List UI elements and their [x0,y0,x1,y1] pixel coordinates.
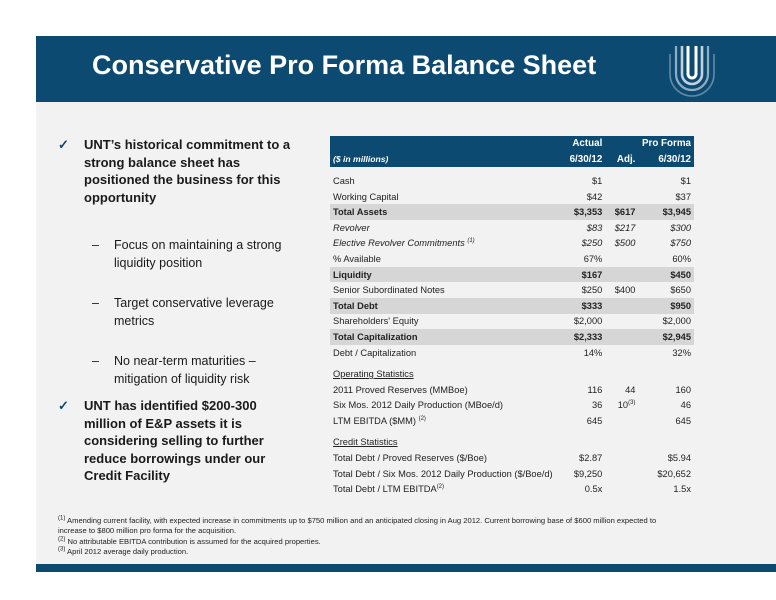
table-row-total: Liquidity $167 $450 [330,267,694,283]
table-row: LTM EBITDA ($MM) $^{(2)}$ 645 645 [333,415,691,426]
balance-sheet-table [330,136,694,497]
footer-band [36,564,776,572]
section-heading-operating: Operating Statistics [333,369,414,380]
sub-bullet-maturities: – No near-term maturities – mitigation of liquidity risk [92,354,256,386]
table-row: Working Capital $42 $37 [333,191,691,202]
table-row: Six Mos. 2012 Daily Production (MBoe/d) 36 10$^{(3)}$ 46 [333,400,691,411]
table-row: Total Debt / Six Mos. 2012 Daily Production ($/Boe/d) $9,250 $20,652 [333,468,691,479]
page-title: Conservative Pro Forma Balance Sheet [92,50,597,80]
table-row: Debt / Capitalization 14% 32% [333,347,691,358]
footnote-3: $^{(3)}$ April 2012 average daily production. [58,546,189,557]
section-heading-credit: Credit Statistics [333,437,398,448]
table-header-row: ($ in millions) 6/30/12 Adj. 6/30/12 [330,152,694,168]
table-row: Total Debt / LTM EBITDA$^{(2)}$ 0.5x 1.5x [333,484,691,495]
table-row: Elective Revolver Commitments $^{(1)}$ $250 $500 $750 [333,238,691,249]
bullet-balance-sheet: ✓ UNT’s historical commitment to a strong balance sheet has positioned the business for this opportunity [58,137,291,205]
table-row-total: Total Debt $333 $950 [330,298,694,314]
sub-bullet-liquidity: – Focus on maintaining a strong liquidity position [92,238,282,270]
table-row: Cash $1 $1 [333,175,691,186]
dash-icon: – [92,296,99,310]
footnote-2: $^{(2)}$ No attributable EBITDA contribution is assumed for the acquired properties. [58,536,321,546]
checkmark-icon: ✓ [58,137,69,152]
bullet-asset-sales: ✓ UNT has identified $200-300 million of E&P assets it is considering selling to further reduce borrowings under our Credit Facility [58,398,266,483]
bullet-list [58,136,298,485]
footnote-1: $^{(1)}$ Amending current facility, with expected increase in commitments up to $750 million and an anticipated closing in Aug 2012. Current borrowing base of $600 million expected to increase to $800 million pro forma for the acquisition. [58,515,657,536]
dash-icon: – [92,238,99,252]
sub-bullet-leverage: – Target conservative leverage metrics [92,296,274,328]
table-row: Total Debt / Proved Reserves ($/Boe) $2.87 $5.94 [333,453,691,464]
footnotes [58,516,658,558]
table-header-row-top: Actual Pro Forma [330,136,694,152]
table-row: Senior Subordinated Notes $250 $400 $650 [333,285,691,296]
table-row: Revolver $83 $217 $300 [333,222,691,233]
table-row: % Available 67% 60% [333,253,691,264]
table-row: 2011 Proved Reserves (MMBoe) 116 44 160 [333,384,691,395]
dash-icon: – [92,354,99,368]
company-logo [662,40,722,98]
checkmark-icon: ✓ [58,398,69,413]
table-row-total: Total Capitalization $2,333 $2,945 [330,329,694,345]
table-row: Shareholders' Equity $2,000 $2,000 [333,316,691,327]
table-row-total: Total Assets $3,353 $617 $3,945 [330,204,694,220]
